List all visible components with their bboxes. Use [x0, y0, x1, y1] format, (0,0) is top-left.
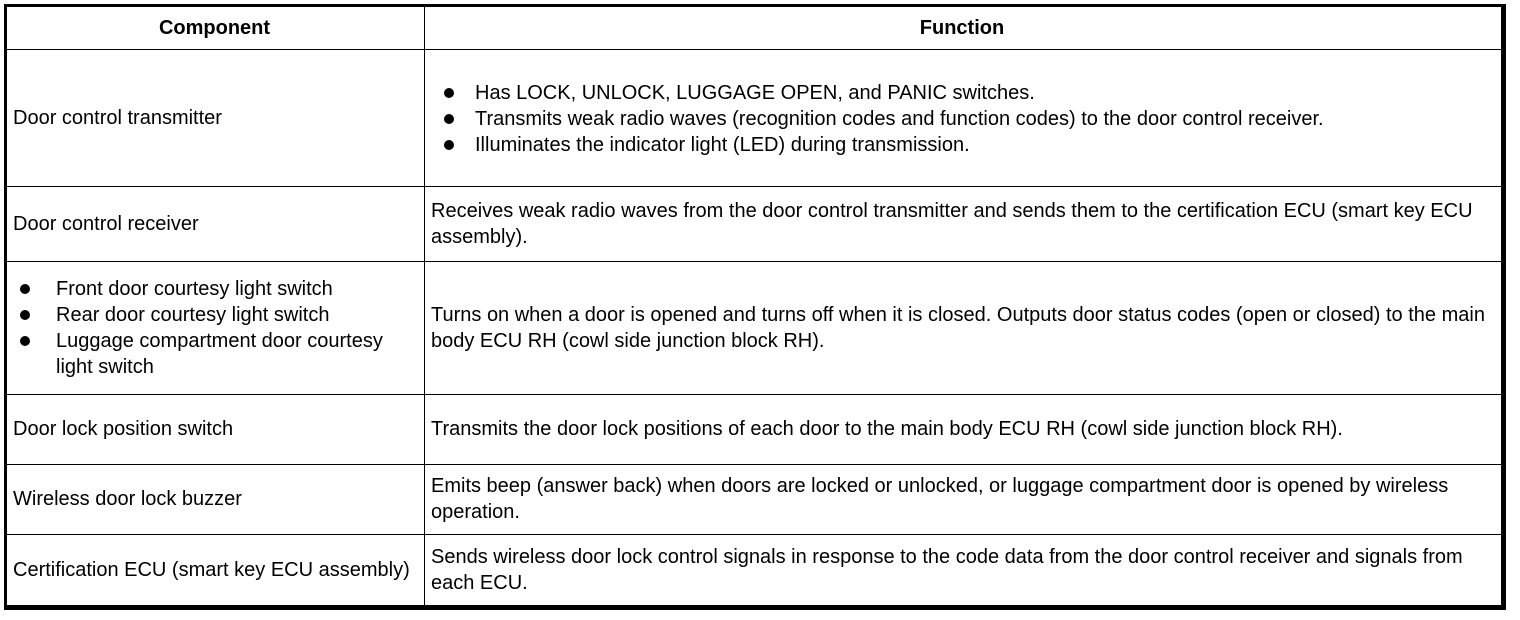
- component-bullet: Front door courtesy light switch: [7, 276, 416, 302]
- component-cell: Certification ECU (smart key ECU assembly): [7, 534, 425, 605]
- component-function-table: [4, 4, 1506, 610]
- table-row: [7, 186, 1502, 261]
- function-cell: Receives weak radio waves from the door control transmitter and sends them to the certification ECU (smart key ECU assembly).: [425, 186, 1502, 261]
- component-bullet: Luggage compartment door courtesy light switch: [7, 328, 416, 380]
- table-grid: [6, 6, 1502, 606]
- function-bullet: Transmits weak radio waves (recognition codes and function codes) to the door control receiver.: [425, 106, 1493, 132]
- table-row: [7, 464, 1502, 534]
- function-bullet-list: [425, 80, 1493, 158]
- header-row: [7, 7, 1502, 50]
- function-bullet: Illuminates the indicator light (LED) during transmission.: [425, 132, 1493, 158]
- component-cell: Door control receiver: [7, 186, 425, 261]
- function-cell: Emits beep (answer back) when doors are locked or unlocked, or luggage compartment door is opened by wireless operation.: [425, 464, 1502, 534]
- table-row: [7, 261, 1502, 394]
- function-bullet: Has LOCK, UNLOCK, LUGGAGE OPEN, and PANIC switches.: [425, 80, 1493, 106]
- component-cell: [7, 261, 425, 394]
- component-bullet: Rear door courtesy light switch: [7, 302, 416, 328]
- component-cell: Door lock position switch: [7, 394, 425, 464]
- component-bullet-list: [7, 276, 416, 380]
- table-row: [7, 49, 1502, 186]
- function-cell: Transmits the door lock positions of each door to the main body ECU RH (cowl side junction block RH).: [425, 394, 1502, 464]
- function-cell: Sends wireless door lock control signals in response to the code data from the door control receiver and signals from each ECU.: [425, 534, 1502, 605]
- component-cell: Door control transmitter: [7, 49, 425, 186]
- component-cell: Wireless door lock buzzer: [7, 464, 425, 534]
- function-cell: [425, 49, 1502, 186]
- table-row: [7, 394, 1502, 464]
- function-cell: Turns on when a door is opened and turns off when it is closed. Outputs door status codes (open or closed) to the main body ECU RH (cowl side junction block RH).: [425, 261, 1502, 394]
- table-row: [7, 534, 1502, 605]
- header-function: Function: [425, 7, 1502, 50]
- header-component: Component: [7, 7, 425, 50]
